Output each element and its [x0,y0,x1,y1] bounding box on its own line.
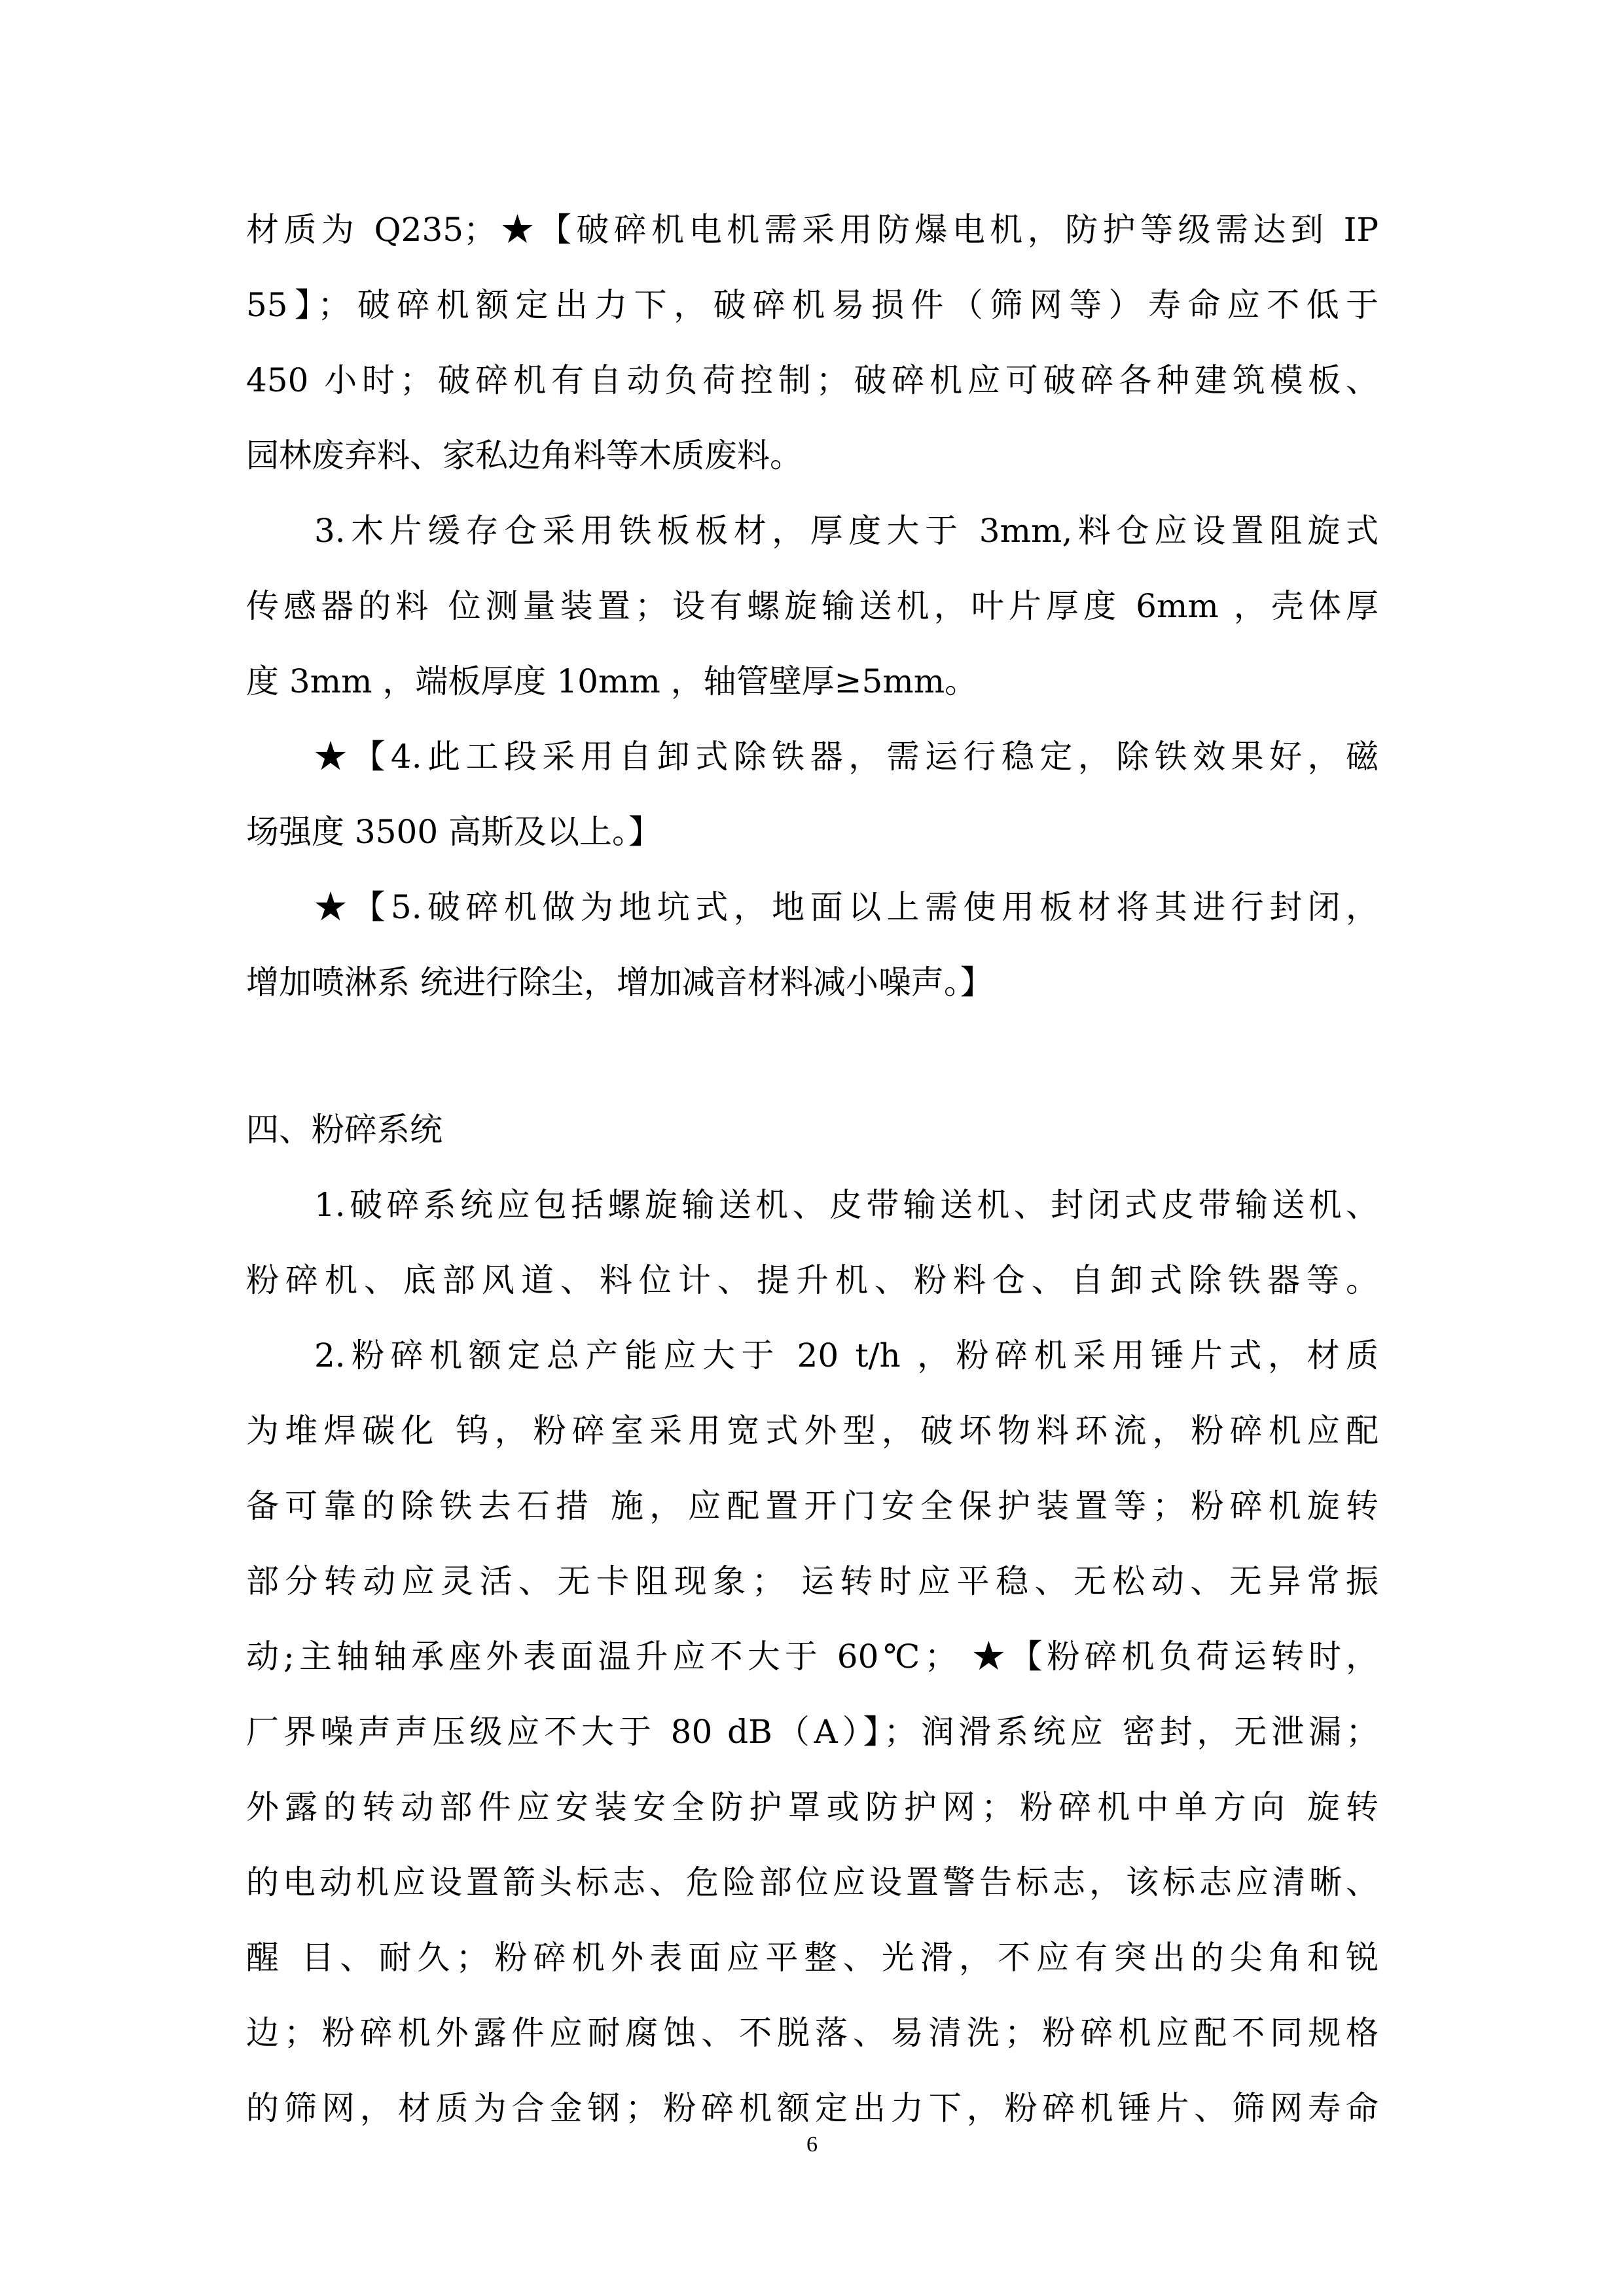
text-line: 增加喷淋系 统进行除尘，增加减音材料减小噪声。】 [246,963,993,1001]
text-line: 2.粉碎机额定总产能应大于 20 t/h ，粉碎机采用锤片式，材质 [314,1336,1379,1374]
text-line: 为堆焊碳化 钨，粉碎室采用宽式外型，破坏物料环流，粉碎机应配 [246,1412,1379,1450]
text-line: 部分转动应灵活、无卡阻现象； 运转时应平稳、无松动、无异常振 [246,1562,1379,1600]
text-line: 醒 目、耐久；粉碎机外表面应平整、光滑，不应有突出的尖角和锐 [246,1939,1379,1977]
text-line: 450 小时；破碎机有自动负荷控制；破碎机应可破碎各种建筑模板、 [246,361,1379,399]
text-line: 外露的转动部件应安装安全防护罩或防护网；粉碎机中单方向 旋转 [246,1788,1379,1826]
text-line: 场强度 3500 高斯及以上。】 [246,813,662,851]
paragraph-item-4-iron-remover [246,719,1379,870]
text-line: 3.木片缓存仓采用铁板板材，厚度大于 3mm,料仓应设置阻旋式 [314,512,1379,550]
text-line: 园林废弃料、家私边角料等木质废料。 [246,437,803,475]
paragraph-item-5-pit-crusher [246,870,1379,1020]
starred-requirement-line: ★【4.此工段采用自卸式除铁器，需运行稳定，除铁效果好，磁 [314,738,1379,776]
text-line: 材质为 Q235；★【破碎机电机需采用防爆电机，防护等级需达到 IP [246,211,1379,249]
starred-requirement-line: ★【5.破碎机做为地坑式，地面以上需使用板材将其进行封闭， [314,888,1379,926]
paragraph-item-1-system-components [246,1168,1379,1318]
text-line: 度 3mm ，端板厚度 10mm ，轴管壁厚≥5mm。 [246,662,978,700]
section-heading: 四、粉碎系统 [246,1111,442,1149]
paragraph-continuation [246,192,1379,493]
page-body [246,192,1379,2146]
page-number: 6 [806,2132,818,2157]
text-line: 边；粉碎机外露件应耐腐蚀、不脱落、易清洗；粉碎机应配不同规格 [246,2014,1379,2052]
paragraph-item-2-pulverizer-spec [246,1318,1379,2146]
text-line: 备可靠的除铁去石措 施，应配置开门安全保护装置等；粉碎机旋转 [246,1487,1379,1525]
text-line: 的筛网，材质为合金钢；粉碎机额定出力下，粉碎机锤片、筛网寿命 [246,2089,1379,2127]
text-line: 的电动机应设置箭头标志、危险部位应设置警告标志，该标志应清晰、 [246,1863,1379,1901]
text-line: 动;主轴轴承座外表面温升应不大于 60℃； ★【粉碎机负荷运转时， [246,1638,1379,1676]
text-line: 粉碎机、底部风道、料位计、提升机、粉料仓、自卸式除铁器等。 [246,1261,1379,1299]
text-line: 1.破碎系统应包括螺旋输送机、皮带输送机、封闭式皮带输送机、 [314,1186,1379,1224]
text-line: 厂界噪声声压级应不大于 80 dB（A）】；润滑系统应 密封，无泄漏； [246,1713,1379,1751]
text-line: 传感器的料 位测量装置；设有螺旋输送机，叶片厚度 6mm ，壳体厚 [246,587,1379,625]
spacer [246,1020,1379,1092]
text-line: 55】；破碎机额定出力下，破碎机易损件（筛网等）寿命应不低于 [246,286,1379,324]
paragraph-item-3-wood-chip-buffer-bin [246,493,1379,719]
